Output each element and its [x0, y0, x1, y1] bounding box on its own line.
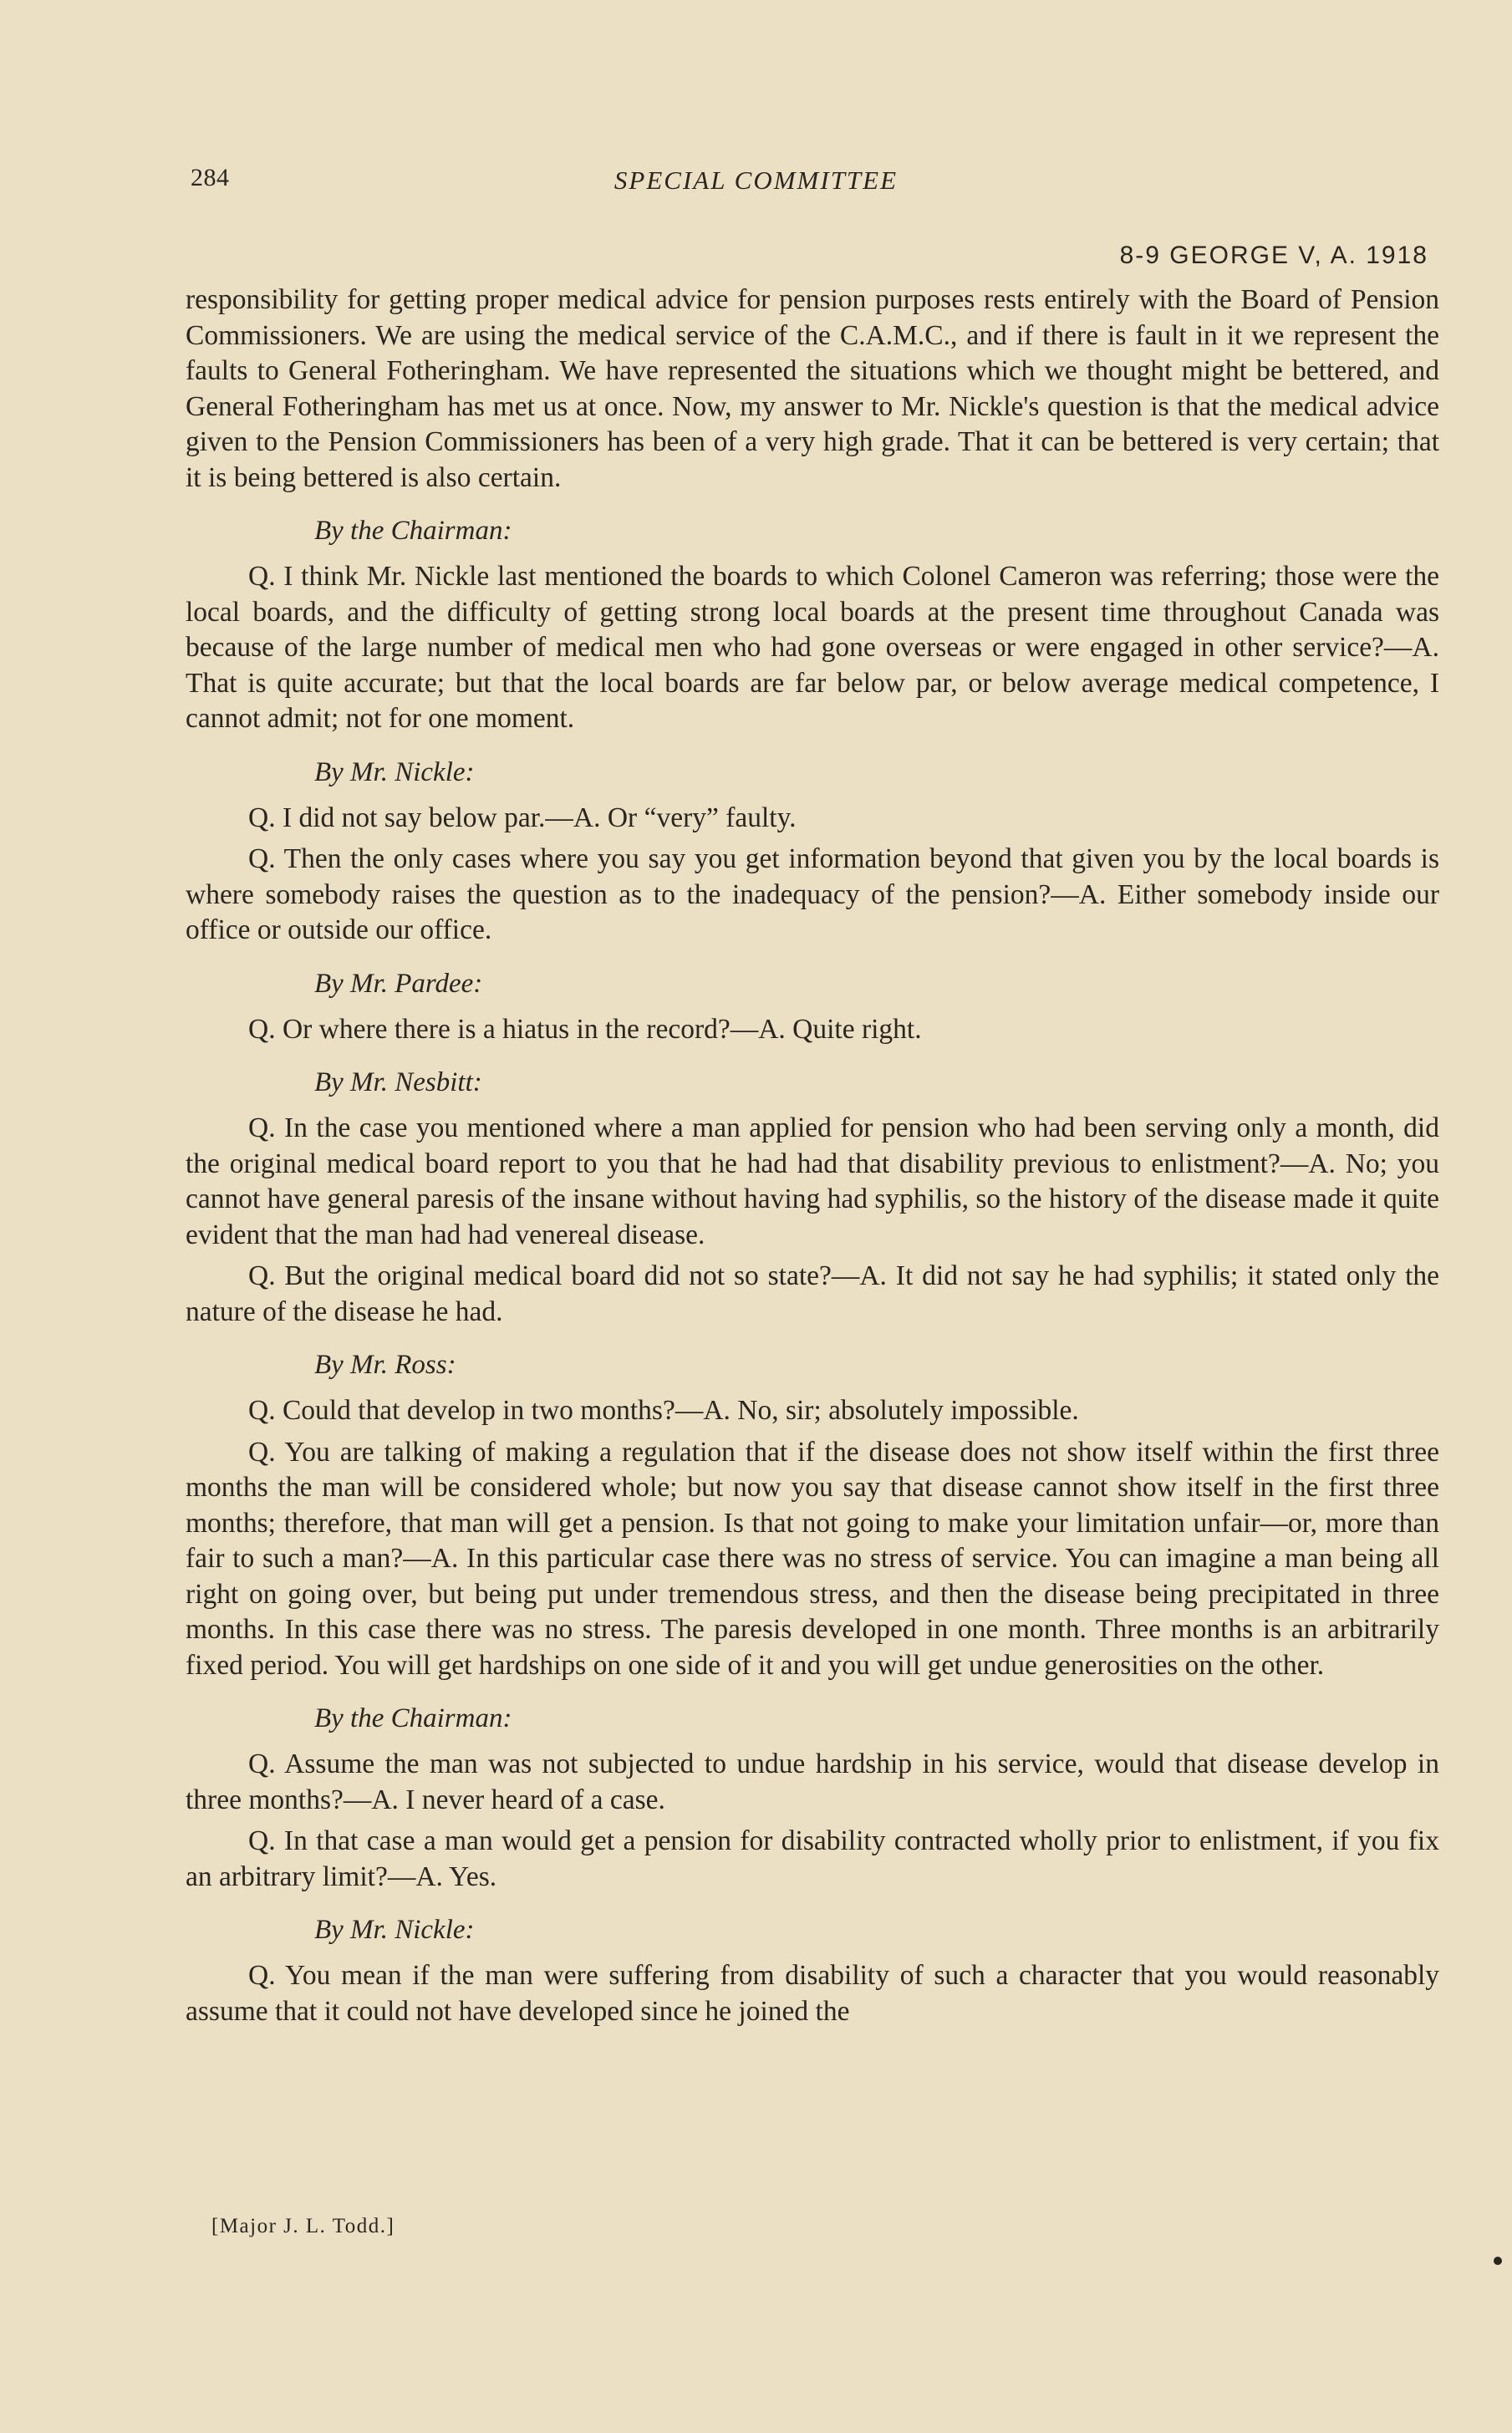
paragraph: Q. You are talking of making a regulation that if the disease does not show itself within the first three months the man will be considered whole; but now you say that disease cannot show itself in the first three months; therefore, that man will get a pension. Is that not going to make your limitation unfair—or, more than fair to such a man?—A. In this particular case there was no stress of service. You can imagine a man being all right on going over, but being put under tremendous stress, and then the disease being precipitated in three months. In this case there was no stress. The paresis developed in one month. Three months is an arbitrarily fixed period. You will get hardships on one side of it and you will get undue generosities on the other. [186, 1436, 1439, 1681]
paragraph: Q. I think Mr. Nickle last mentioned the boards to which Colonel Cameron was referring; those were the local boards, and the difficulty of getting strong local boards at the present time throughout Canada was because of the large number of medical men who had gone overseas or were engaged in other service?—A. That is quite accurate; but that the local boards are far below par, or below average medical competence, I cannot admit; not for one moment. [186, 561, 1439, 734]
speaker-heading: By Mr. Ross: [314, 1350, 456, 1380]
speaker-heading: By Mr. Nesbitt: [314, 1067, 482, 1097]
speaker-heading: By the Chairman: [314, 516, 512, 546]
paragraph: Q. In that case a man would get a pension for disability contracted wholly prior to enlistment, if you fix an arbitrary limit?—A. Yes. [186, 1825, 1439, 1892]
witness-footer: [Major J. L. Todd.] [211, 2215, 395, 2237]
running-title: SPECIAL COMMITTEE [613, 165, 899, 195]
paragraph: responsibility for getting proper medical advice for pension purposes rests entirely with the Board of Pension Commissioners. We are using the medical service of the C.A.M.C., and if there is fault in it we represent the faults to General Fotheringham. We have represented the situations which we thought might be bettered, and General Fotheringham has met us at once. Now, my answer to Mr. Nickle's question is that the medical advice given to the Pension Commissioners has been of a very high grade. That it can be bettered is very certain; that it is being bettered is also certain. [186, 284, 1439, 493]
paragraph: Q. In the case you mentioned where a man applied for pension who had been serving only a month, did the original medical board report to you that he had had that disability previous to enlistment?—A. No; you cannot have general paresis of the insane without having had syphilis, so the history of the disease made it quite evident that the man had had venereal disease. [186, 1112, 1439, 1250]
paragraph: Q. Could that develop in two months?—A. No, sir; absolutely impossible. [248, 1395, 1079, 1426]
paragraph: Q. But the original medical board did not so state?—A. It did not say he had syphilis; it stated only the nature of the disease he had. [186, 1260, 1439, 1327]
session-reference: 8-9 GEORGE V, A. 1918 [1119, 242, 1428, 269]
speaker-heading: By Mr. Nickle: [314, 1915, 475, 1945]
page-number: 284 [191, 164, 230, 191]
body-text [186, 282, 1439, 2035]
paragraph: Q. You mean if the man were suffering from disability of such a character that you would reasonably assume that it could not have developed since he joined the [186, 1960, 1439, 2027]
paragraph: Q. Assume the man was not subjected to undue hardship in his service, would that disease develop in three months?—A. I never heard of a case. [186, 1748, 1439, 1815]
paragraph: Q. I did not say below par.—A. Or “very” faulty. [248, 802, 797, 833]
speaker-heading: By Mr. Pardee: [314, 968, 483, 999]
speaker-heading: By Mr. Nickle: [314, 756, 475, 787]
paragraph: Q. Or where there is a hiatus in the record?—A. Quite right. [248, 1013, 922, 1045]
paragraph: Q. Then the only cases where you say you get information beyond that given you by the local boards is where somebody raises the question as to the inadequacy of the pension?—A. Either somebody inside our office or outside our office. [186, 843, 1439, 945]
speaker-heading: By the Chairman: [314, 1703, 512, 1733]
ink-dot [1494, 2257, 1502, 2265]
